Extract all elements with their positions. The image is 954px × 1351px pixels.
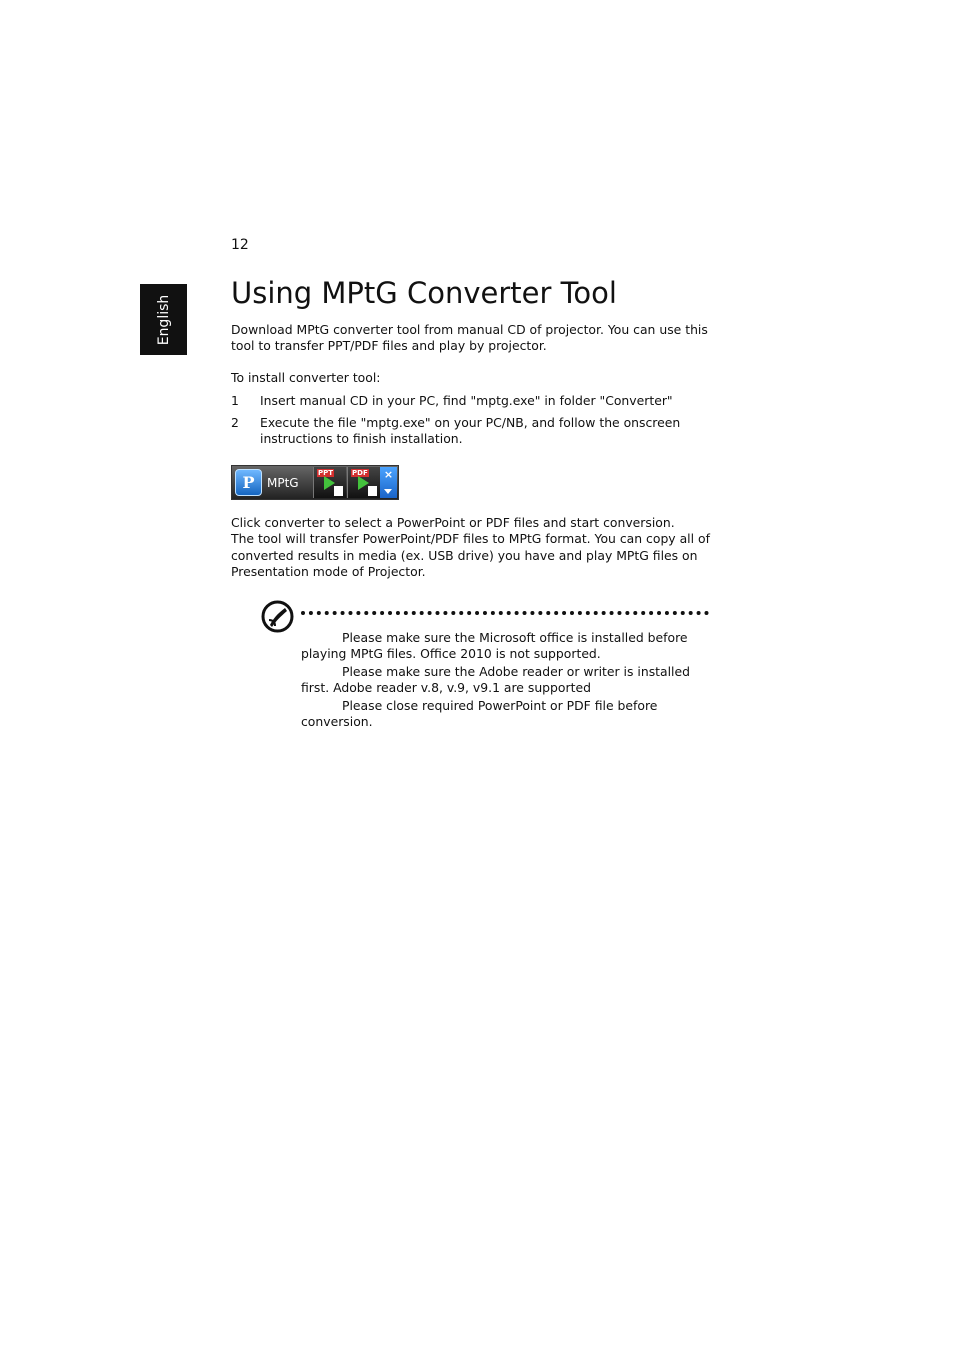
logo-letter: P [242,473,255,492]
usage-line: Click converter to select a PowerPoint or PDF files and start conversion. [231,515,675,530]
language-label: English [155,294,172,345]
chevron-down-icon[interactable] [384,489,392,494]
document-icon [334,486,343,496]
step-number: 1 [231,393,239,408]
page-number: 12 [231,237,249,253]
note-pen-icon [261,600,294,633]
close-icon[interactable]: × [383,468,394,481]
ppt-convert-button[interactable] [313,467,346,498]
toolbar-side-controls [380,467,397,498]
mptg-toolbar [231,465,399,500]
pdf-tag: PDF [352,469,368,477]
usage-line: The tool will transfer PowerPoint/PDF files to MPtG format. You can copy all of converted results in media (ex. USB drive) you have and play MPtG files on Presentation mode of Projector. [231,531,710,580]
document-icon [368,486,377,496]
step-number: 2 [231,415,239,430]
step-text: Insert manual CD in your PC, find "mptg.exe" in folder "Converter" [260,393,673,408]
install-step [231,393,721,410]
ppt-tag: PPT [318,469,334,477]
language-side-tab [140,284,187,355]
install-heading: To install converter tool: [231,370,381,385]
note-item: Please make sure the Adobe reader or writer is installed first. Adobe reader v.8, v.9, v9.1 are supported [301,664,690,696]
note-item: Please make sure the Microsoft office is installed before playing MPtG files. Office 2010 is not supported. [301,630,688,662]
pdf-convert-button[interactable] [347,467,380,498]
note-divider [301,611,709,615]
mptg-logo-icon[interactable] [235,469,262,496]
step-text: Execute the file "mptg.exe" on your PC/NB, and follow the onscreen instructions to finish installation. [260,415,681,447]
page-title: Using MPtG Converter Tool [231,276,617,310]
toolbar-label: MPtG [267,476,299,490]
install-step [231,415,721,449]
usage-paragraph [231,515,721,581]
note-item: Please close required PowerPoint or PDF file before conversion. [301,698,658,730]
intro-paragraph: Download MPtG converter tool from manual CD of projector. You can use this tool to transfer PPT/PDF files and play by projector. [231,322,708,354]
